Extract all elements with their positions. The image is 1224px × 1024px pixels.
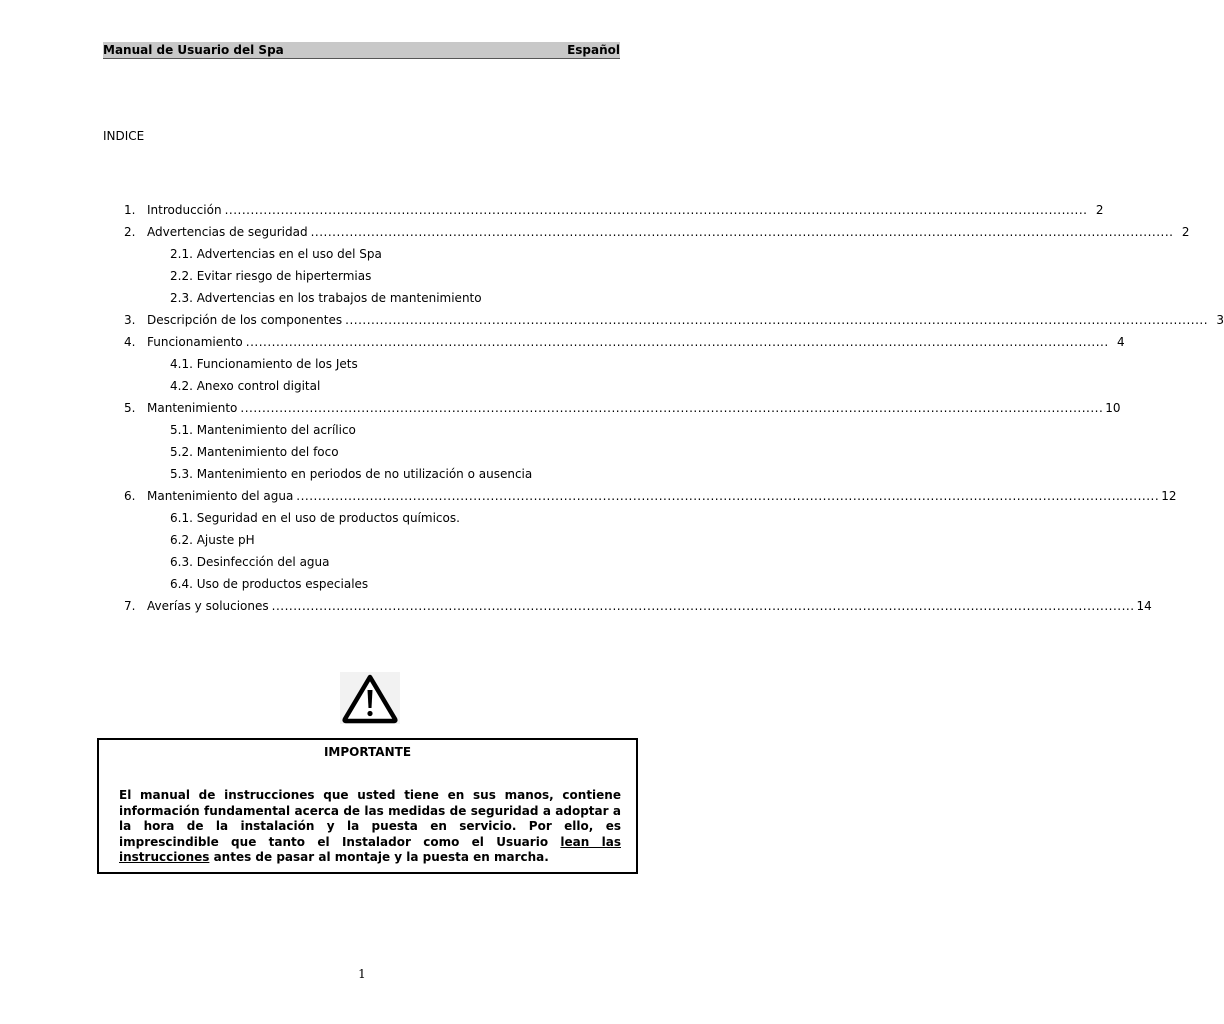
- toc-dot-leader: ........................................................................................................................................................................................................: [296, 489, 1160, 503]
- toc-entry-title: 4.1. Funcionamiento de los Jets: [170, 357, 358, 371]
- toc-entry-page: 3: [1216, 313, 1224, 327]
- toc-subentry: [124, 444, 586, 466]
- toc-entry-title: Descripción de los componentes: [147, 313, 343, 327]
- toc-entry-number: 6.: [124, 489, 136, 503]
- index-heading: INDICE: [103, 129, 145, 143]
- toc-entry: [124, 488, 1177, 510]
- toc-entry-title: 6.4. Uso de productos especiales: [170, 577, 369, 591]
- toc-entry-number: 3.: [124, 313, 136, 327]
- toc-entry-title: Funcionamiento: [147, 335, 243, 349]
- page-header: [103, 42, 620, 59]
- toc-dot-leader: ........................................................................................................................................................................................................: [240, 401, 1104, 415]
- important-title: IMPORTANTE: [323, 745, 412, 759]
- toc-entry: [124, 312, 1224, 334]
- toc-subentry: [124, 422, 586, 444]
- table-of-contents: [124, 202, 1224, 620]
- toc-entry-title: 5.1. Mantenimiento del acrílico: [170, 423, 356, 437]
- toc-entry-title: 2.3. Advertencias en los trabajos de mantenimiento: [170, 291, 482, 305]
- toc-entry-title: Mantenimiento: [147, 401, 238, 415]
- toc-entry-title: 2.1. Advertencias en el uso del Spa: [170, 247, 382, 261]
- toc-entry-number: 2.: [124, 225, 136, 239]
- toc-entry-page: 2: [1181, 225, 1190, 239]
- toc-entry-number: 1.: [124, 203, 136, 217]
- toc-entry-page: 2: [1095, 203, 1104, 217]
- toc-subentry: [124, 378, 586, 400]
- important-text-underlined: lean las instrucciones: [119, 834, 621, 864]
- toc-subentry: [124, 554, 586, 576]
- toc-entry-page: 12: [1161, 489, 1177, 503]
- toc-dot-leader: ........................................................................................................................................................................................................: [224, 203, 1088, 217]
- toc-dot-leader: ........................................................................................................................................................................................................: [345, 313, 1209, 327]
- toc-entry-page: 14: [1136, 599, 1152, 613]
- toc-entry-number: 4.: [124, 335, 136, 349]
- toc-subentry: [124, 356, 586, 378]
- toc-entry: [124, 202, 1104, 224]
- toc-subentry: [124, 510, 586, 532]
- toc-entry-title: 6.2. Ajuste pH: [170, 533, 255, 547]
- toc-entry: [124, 598, 1152, 620]
- toc-entry-title: 5.3. Mantenimiento en periodos de no utilización o ausencia: [170, 467, 533, 481]
- toc-entry: [124, 334, 1125, 356]
- header-language: Español: [567, 43, 620, 57]
- important-notice-box: [97, 738, 638, 874]
- toc-subentry: [124, 268, 586, 290]
- toc-entry-title: 4.2. Anexo control digital: [170, 379, 321, 393]
- toc-subentry: [124, 466, 586, 488]
- toc-subentry: [124, 246, 586, 268]
- toc-dot-leader: ........................................................................................................................................................................................................: [310, 225, 1174, 239]
- toc-entry: [124, 224, 1190, 246]
- toc-dot-leader: ........................................................................................................................................................................................................: [245, 335, 1109, 349]
- toc-subentry: [124, 290, 586, 312]
- toc-entry-title: 2.2. Evitar riesgo de hipertermias: [170, 269, 372, 283]
- important-text-part1: El manual de instrucciones que usted tiene en sus manos, contiene información fundamental acerca de las medidas de seguridad a adoptar a la hora de la instalación y la puesta en servicio. Por ello, es imprescindible que tanto el Instalador como el Usuario: [119, 788, 621, 849]
- toc-dot-leader: ........................................................................................................................................................................................................: [271, 599, 1135, 613]
- toc-entry-title: Mantenimiento del agua: [147, 489, 294, 503]
- toc-entry-title: Averías y soluciones: [147, 599, 269, 613]
- toc-entry: [124, 400, 1121, 422]
- toc-subentry: [124, 532, 586, 554]
- toc-entry-title: Introducción: [147, 203, 222, 217]
- toc-entry-title: 6.3. Desinfección del agua: [170, 555, 330, 569]
- important-text: [119, 788, 621, 866]
- important-text-part2: antes de pasar al montaje y la puesta en marcha.: [209, 850, 549, 864]
- warning-triangle-icon: [340, 672, 400, 724]
- toc-entry-title: 5.2. Mantenimiento del foco: [170, 445, 339, 459]
- toc-entry-number: 7.: [124, 599, 136, 613]
- toc-entry-title: 6.1. Seguridad en el uso de productos químicos.: [170, 511, 460, 525]
- toc-entry-page: 4: [1117, 335, 1125, 349]
- toc-subentry: [124, 576, 586, 598]
- toc-entry-number: 5.: [124, 401, 136, 415]
- header-title: Manual de Usuario del Spa: [103, 43, 284, 57]
- toc-entry-title: Advertencias de seguridad: [147, 225, 308, 239]
- toc-entry-page: 10: [1105, 401, 1121, 415]
- page-number: 1: [358, 967, 366, 981]
